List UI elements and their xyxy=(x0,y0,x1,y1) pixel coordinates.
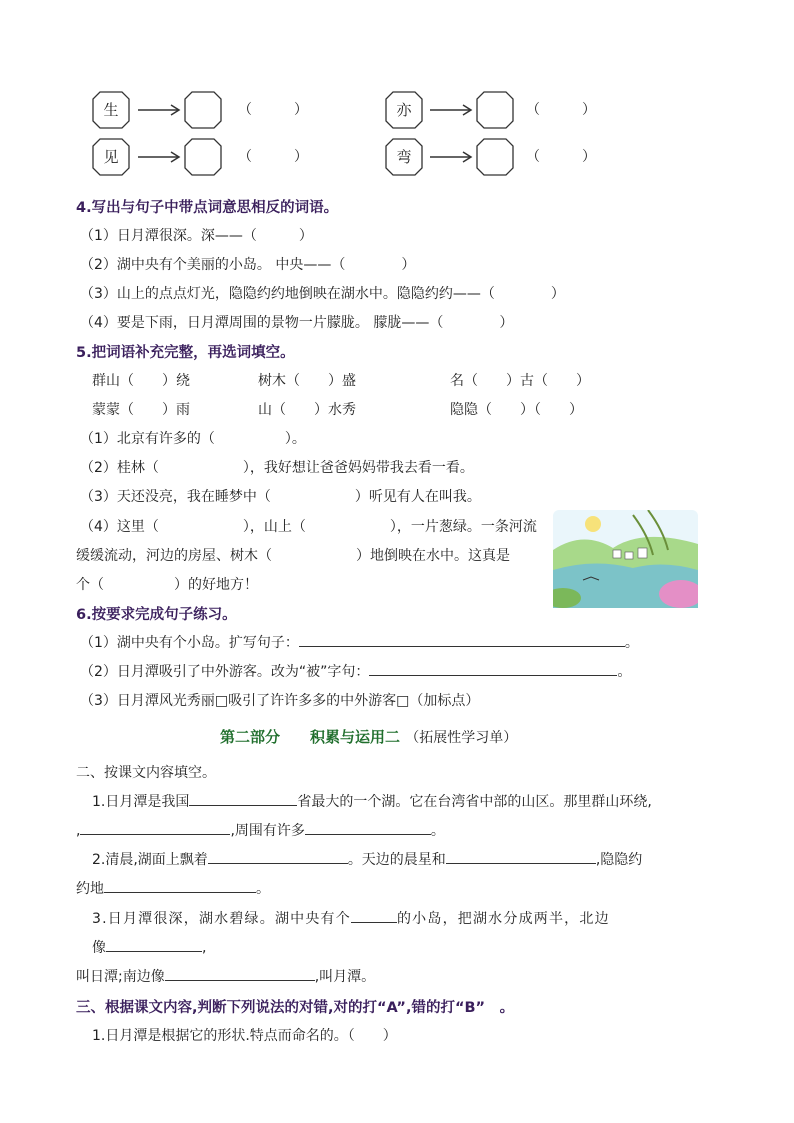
text: , xyxy=(76,823,81,839)
s2-line3-end xyxy=(76,966,375,986)
text: 约地 xyxy=(76,881,104,897)
text: 。 xyxy=(430,823,445,839)
q6-line1 xyxy=(80,632,639,652)
s2-line2 xyxy=(92,849,642,869)
text: 。 xyxy=(256,881,270,897)
q4-line: （1）日月潭很深。深——（ ） xyxy=(80,228,313,244)
answer-blank[interactable] xyxy=(104,878,256,893)
part2-title: 第二部分 积累与运用二 xyxy=(220,728,401,746)
arrow-icon xyxy=(430,150,476,164)
q4-line: （4）要是下雨，日月潭周围的景物一片朦胧。 朦胧——（ ） xyxy=(80,315,514,331)
q6-line2-end: 。 xyxy=(617,664,632,680)
q5-word: 蒙蒙（ ）雨 xyxy=(92,402,190,418)
char-box-jian xyxy=(92,138,130,176)
text: ,周围有许多 xyxy=(230,823,305,839)
answer-blank[interactable] xyxy=(208,849,348,864)
part2-subtitle: （拓展性学习单） xyxy=(405,730,518,746)
text: 叫日潭;南边像 xyxy=(76,969,165,985)
s2-line2-cont xyxy=(76,878,270,898)
answer-paren[interactable]: （ ） xyxy=(526,149,596,165)
q6-line3: （3）日月潭风光秀丽□吸引了许许多多的中外游客□（加标点） xyxy=(80,693,480,709)
text: ,叫月潭。 xyxy=(314,969,376,985)
text: 1.日月潭是我国 xyxy=(92,794,190,810)
answer-blank[interactable] xyxy=(446,849,596,864)
part2-header xyxy=(220,726,517,747)
answer-paren[interactable]: （ ） xyxy=(238,149,308,165)
q6-line1-text: （1）湖中央有个小岛。扩写句子： xyxy=(80,635,299,651)
q6-line2 xyxy=(80,661,631,681)
text: ,隐隐约 xyxy=(595,852,643,868)
char-box-sheng xyxy=(92,91,130,129)
answer-box[interactable] xyxy=(184,138,222,176)
q5-word: 树木（ ）盛 xyxy=(258,373,356,389)
q5-word: 隐隐（ ）（ ） xyxy=(450,402,583,418)
arrow-icon xyxy=(430,103,476,117)
answer-blank[interactable] xyxy=(351,908,397,923)
text: , xyxy=(202,940,207,956)
answer-paren[interactable]: （ ） xyxy=(238,102,308,118)
char-sheng: 生 xyxy=(103,101,119,119)
answer-blank[interactable] xyxy=(189,791,297,806)
lake-illustration xyxy=(553,510,698,608)
q6-title: 6.按要求完成句子练习。 xyxy=(76,607,237,623)
q6-line1-end: 。 xyxy=(624,635,639,651)
char-box-yi xyxy=(385,91,423,129)
answer-blank[interactable] xyxy=(165,966,315,981)
q5-word: 群山（ ）绕 xyxy=(92,373,190,389)
s2-title: 二、按课文内容填空。 xyxy=(76,765,216,781)
text: 。天边的晨星和 xyxy=(347,852,446,868)
q5-line: （1）北京有许多的（ ）。 xyxy=(80,431,306,447)
text: 省最大的一个湖。它在台湾省中部的山区。那里群山环绕, xyxy=(297,794,652,810)
answer-blank[interactable] xyxy=(80,820,230,835)
text: 2.清晨,湖面上飘着 xyxy=(92,852,208,868)
s2-line3-cont xyxy=(92,937,206,957)
answer-paren[interactable]: （ ） xyxy=(526,102,596,118)
q4-title: 4.写出与句子中带点词意思相反的词语。 xyxy=(76,200,339,216)
answer-blank[interactable] xyxy=(106,937,202,952)
answer-box[interactable] xyxy=(476,138,514,176)
q5-word: 名（ ）古（ ） xyxy=(450,373,590,389)
text: 像 xyxy=(92,940,106,956)
q6-line2-text: （2）日月潭吸引了中外游客。改为“被”字句： xyxy=(80,664,370,680)
text: 的小岛，把湖水分成两半，北边 xyxy=(396,911,610,927)
answer-blank[interactable] xyxy=(299,632,625,647)
char-jian: 见 xyxy=(103,148,119,166)
q5-para4-line: 缓缓流动，河边的房屋、树木（ ）地倒映在水中。这真是 xyxy=(76,548,510,564)
char-yi: 亦 xyxy=(396,101,412,119)
s2-line3 xyxy=(92,908,610,928)
char-box-wan xyxy=(385,138,423,176)
answer-blank[interactable] xyxy=(369,661,617,676)
q4-line: （3）山上的点点灯光，隐隐约约地倒映在湖水中。隐隐约约——（ ） xyxy=(80,286,565,302)
answer-box[interactable] xyxy=(476,91,514,129)
char-wan: 弯 xyxy=(396,148,412,166)
s3-line1: 1.日月潭是根据它的形状.特点而命名的。（ ） xyxy=(92,1028,397,1044)
q5-para4-line: （4）这里（ ），山上（ ），一片葱绿。一条河流 xyxy=(80,519,537,535)
text: 3.日月潭很深，湖水碧绿。湖中央有个 xyxy=(92,911,351,927)
q5-title: 5.把词语补充完整，再选词填空。 xyxy=(76,345,295,361)
q5-para4-line: 个（ ）的好地方！ xyxy=(76,577,258,593)
q5-line: （3）天还没亮，我在睡梦中（ ）听见有人在叫我。 xyxy=(80,489,481,505)
s2-line1 xyxy=(92,791,652,811)
arrow-icon xyxy=(138,150,184,164)
q4-line: （2）湖中央有个美丽的小岛。 中央——（ ） xyxy=(80,257,416,273)
arrow-icon xyxy=(138,103,184,117)
answer-blank[interactable] xyxy=(305,820,431,835)
q5-word: 山（ ）水秀 xyxy=(258,402,356,418)
answer-box[interactable] xyxy=(184,91,222,129)
q5-line: （2）桂林（ ），我好想让爸爸妈妈带我去看一看。 xyxy=(80,460,474,476)
s2-line1-cont xyxy=(76,820,445,840)
s3-title: 三、根据课文内容,判断下列说法的对错,对的打“A”,错的打“B” 。 xyxy=(76,1000,515,1016)
